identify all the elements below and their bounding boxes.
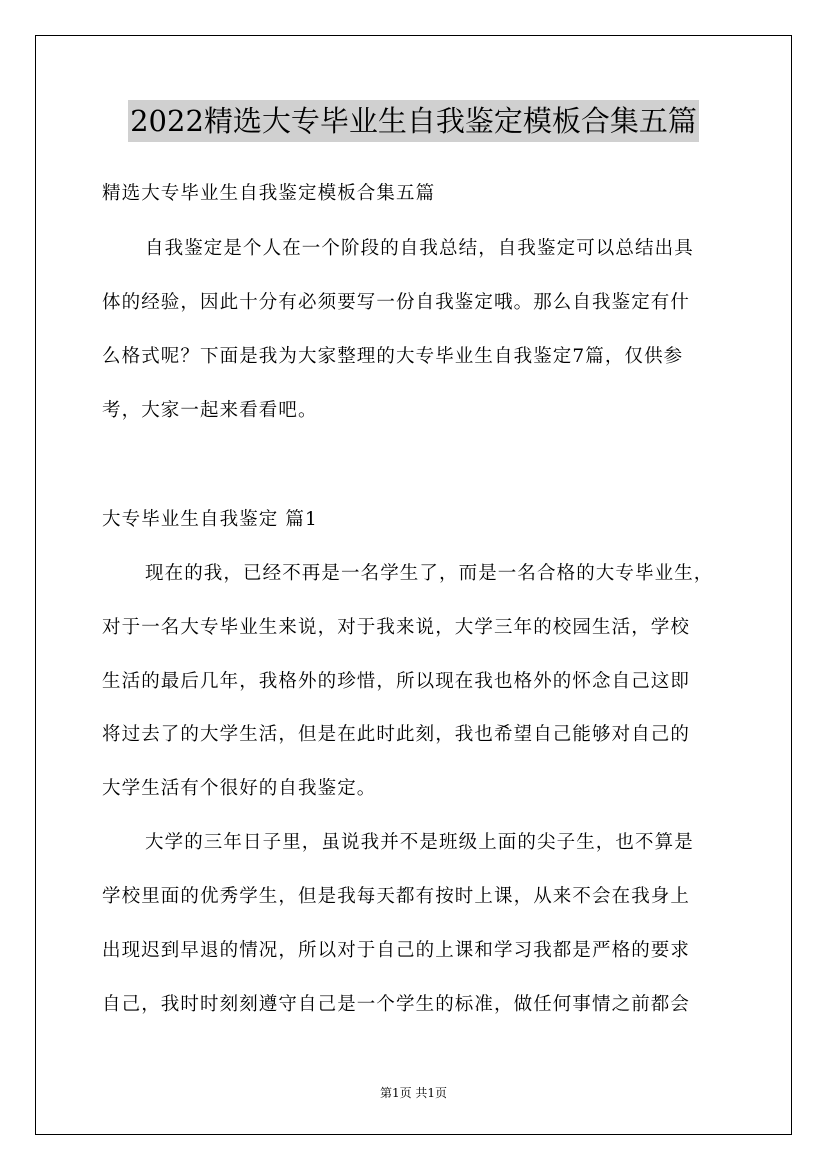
intro-line: 考，大家一起来看看吧。 [102, 400, 318, 421]
section-heading: 大专毕业生自我鉴定 篇1 [102, 509, 318, 530]
paragraph-line: 将过去了的大学生活，但是在此时此刻，我也希望自己能够对自己的 [102, 724, 691, 745]
paragraph-line: 自己，我时时刻刻遵守自己是一个学生的标准，做任何事情之前都会 [102, 994, 691, 1015]
document-subtitle: 精选大专毕业生自我鉴定模板合集五篇 [102, 183, 436, 204]
paragraph-line: 现在的我，已经不再是一名学生了，而是一名合格的大专毕业生， [145, 563, 714, 584]
document-title: 2022精选大专毕业生自我鉴定模板合集五篇 [128, 100, 699, 142]
paragraph-line: 大学生活有个很好的自我鉴定。 [102, 778, 377, 799]
title-container [0, 100, 827, 142]
paragraph-line: 出现迟到早退的情况，所以对于自己的上课和学习我都是严格的要求 [102, 940, 691, 961]
paragraph-line: 大学的三年日子里，虽说我并不是班级上面的尖子生，也不算是 [145, 832, 694, 853]
intro-line: 体的经验，因此十分有必须要写一份自我鉴定哦。那么自我鉴定有什 [102, 292, 691, 313]
paragraph-line: 对于一名大专毕业生来说，对于我来说，大学三年的校园生活，学校 [102, 617, 691, 638]
paragraph-line: 生活的最后几年，我格外的珍惜，所以现在我也格外的怀念自己这即 [102, 671, 691, 692]
intro-line: 自我鉴定是个人在一个阶段的自我总结，自我鉴定可以总结出具 [145, 238, 694, 259]
page-footer: 第1页 共1页 [379, 1086, 448, 1100]
intro-line: 么格式呢？下面是我为大家整理的大专毕业生自我鉴定7篇，仅供参 [102, 346, 684, 367]
paragraph-line: 学校里面的优秀学生，但是我每天都有按时上课，从来不会在我身上 [102, 886, 691, 907]
